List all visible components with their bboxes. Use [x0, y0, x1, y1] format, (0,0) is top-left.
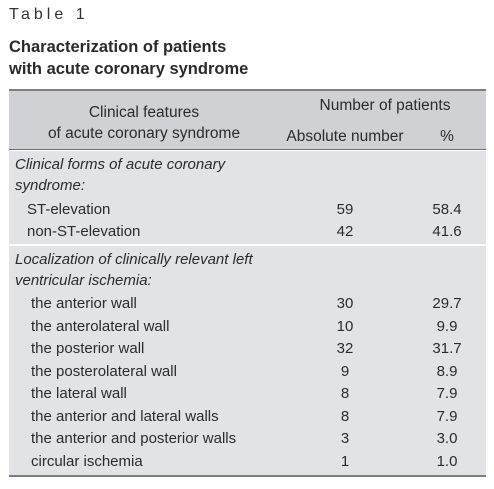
row-absolute: 9 — [340, 362, 350, 380]
patients-table — [9, 89, 486, 478]
row-label: the anterolateral wall — [31, 317, 170, 335]
row-label: the posterolateral wall — [31, 362, 177, 380]
row-percent: 29.7 — [432, 295, 462, 312]
table-row — [9, 428, 486, 450]
table-number-label: Table 1 — [9, 6, 89, 23]
table-row — [9, 293, 486, 315]
row-percent: 3.0 — [436, 430, 458, 447]
table-row — [9, 406, 486, 428]
row-absolute: 10 — [336, 317, 354, 335]
table-caption — [9, 36, 248, 80]
row-absolute: 1 — [340, 452, 350, 470]
row-label: the posterior wall — [31, 340, 145, 357]
section-title-line-1: Localization of clinically relevant left — [15, 251, 253, 268]
row-percent: 31.7 — [432, 340, 462, 357]
section-title-line-2: ventricular ischemia: — [15, 272, 152, 289]
row-percent: 9.9 — [436, 317, 458, 335]
row-percent: 7.9 — [436, 407, 458, 425]
table-row — [9, 316, 486, 338]
table-row — [9, 221, 486, 243]
table-row — [9, 361, 486, 383]
row-percent: 7.9 — [436, 385, 458, 402]
row-absolute: 8 — [340, 407, 350, 425]
header-absolute-number: Absolute number — [286, 128, 404, 145]
section-clinical-forms — [9, 151, 486, 244]
row-label: the lateral wall — [31, 385, 127, 402]
table-row — [9, 199, 486, 221]
caption-line-1: Characterization of patients — [9, 38, 227, 56]
section-title — [15, 249, 285, 291]
row-label: ST-elevation — [27, 201, 111, 218]
header-clinical-line-1: Clinical features — [88, 104, 200, 121]
row-absolute: 32 — [336, 340, 354, 357]
row-absolute: 30 — [336, 295, 354, 312]
row-label: the anterior and posterior walls — [31, 430, 237, 447]
table-row — [9, 338, 486, 360]
row-percent: 41.6 — [432, 223, 462, 240]
header-clinical-line-2: of acute coronary syndrome — [47, 125, 241, 142]
caption-line-2: with acute coronary syndrome — [9, 60, 249, 78]
section-title-line-2: syndrome: — [15, 177, 86, 194]
row-percent: 58.4 — [432, 201, 462, 218]
section-title-line-1: Clinical forms of acute coronary — [15, 156, 226, 173]
row-percent: 8.9 — [436, 362, 458, 380]
table-row — [9, 383, 486, 405]
header-clinical-features — [9, 102, 279, 144]
row-label: circular ischemia — [31, 452, 143, 470]
row-absolute: 3 — [340, 430, 350, 447]
table-bottom-rule — [9, 475, 486, 477]
section-title — [15, 154, 285, 196]
header-percent: % — [440, 128, 454, 145]
row-label: the anterior and lateral walls — [31, 407, 219, 425]
row-percent: 1.0 — [436, 452, 458, 470]
row-label: the anterior wall — [31, 295, 137, 312]
row-absolute: 59 — [336, 201, 354, 218]
table-header — [9, 89, 486, 150]
row-absolute: 42 — [336, 223, 354, 240]
section-ischemia-localization — [9, 246, 486, 475]
header-number-of-patients: Number of patients — [319, 97, 451, 114]
row-label: non-ST-elevation — [27, 223, 141, 240]
table-row — [9, 451, 486, 473]
row-absolute: 8 — [340, 385, 350, 402]
